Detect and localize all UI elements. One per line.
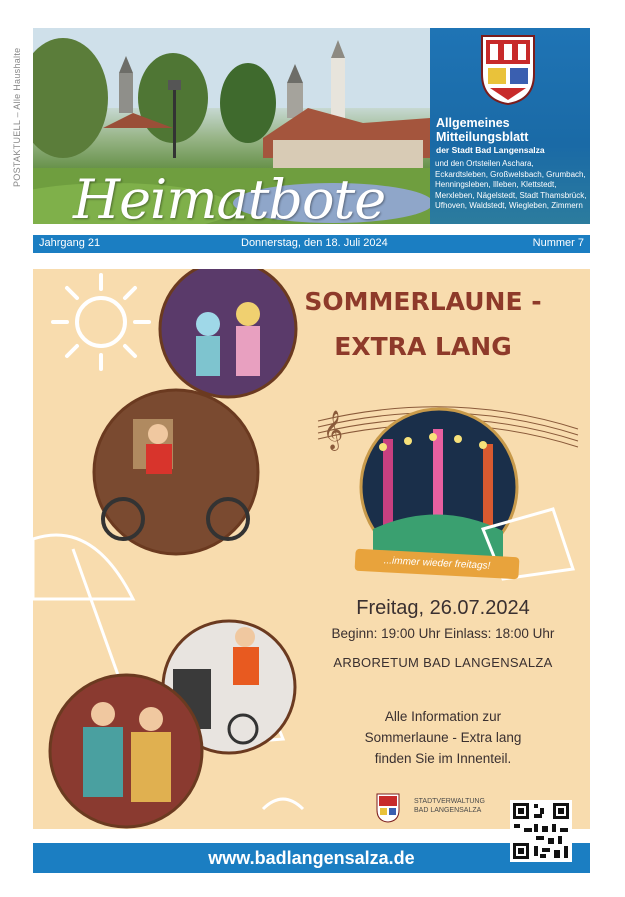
poster-event-times: Beginn: 19:00 Uhr Einlass: 18:00 Uhr xyxy=(331,626,555,641)
svg-text:𝄞: 𝄞 xyxy=(323,410,344,450)
distribution-label-text: POSTAKTUELL – Alle Haushalte xyxy=(12,47,22,187)
qr-code-icon[interactable] xyxy=(510,800,572,862)
masthead-panel-subtitle: der Stadt Bad Langensalza xyxy=(436,145,545,155)
poster-event-date: Freitag, 26.07.2024 xyxy=(356,597,530,619)
header-town-photo xyxy=(33,28,430,224)
distribution-label xyxy=(8,35,26,195)
poster-info-line2: Sommerlaune - Extra lang xyxy=(364,730,522,745)
poster-event-location: ARBORETUM BAD LANGENSALZA xyxy=(333,655,553,670)
admin-line2: BAD LANGENSALZA xyxy=(414,807,482,814)
issue-info-bar xyxy=(33,235,590,253)
issue-number: Nummer 7 xyxy=(532,237,584,249)
poster-title-line2: EXTRA LANG xyxy=(334,332,512,361)
admin-crest-icon xyxy=(376,793,400,823)
masthead-panel-places: und den Ortsteilen Aschara, Eckardtsleben, Großwelsbach, Grumbach, Henningsleben, Illeben, Klettstedt, Merxleben, Nägelstedt, Stadt Thamsbrück, Ufhoven, Waldstedt, Wiegleben, Zimmern xyxy=(435,159,587,210)
website-url-bar[interactable] xyxy=(33,843,590,873)
city-crest-icon xyxy=(480,34,536,106)
issue-volume: Jahrgang 21 xyxy=(39,237,101,249)
poster-title-line1: SOMMERLAUNE - xyxy=(304,287,542,316)
poster-info-line1: Alle Information zur xyxy=(384,709,502,724)
masthead-title: Heimatbote xyxy=(73,168,386,224)
poster-admin-label xyxy=(414,797,494,815)
website-url[interactable]: www.badlangensalza.de xyxy=(208,848,415,868)
masthead-panel xyxy=(430,28,590,224)
admin-line1: STADTVERWALTUNG xyxy=(414,798,485,805)
poster-ribbon: ...immer wieder freitags! xyxy=(355,549,520,580)
masthead-panel-title: Allgemeines Mitteilungsblatt xyxy=(436,116,529,144)
poster-info-line3: finden Sie im Innenteil. xyxy=(374,751,512,766)
event-poster xyxy=(33,269,590,829)
issue-date: Donnerstag, den 18. Juli 2024 xyxy=(241,237,388,249)
